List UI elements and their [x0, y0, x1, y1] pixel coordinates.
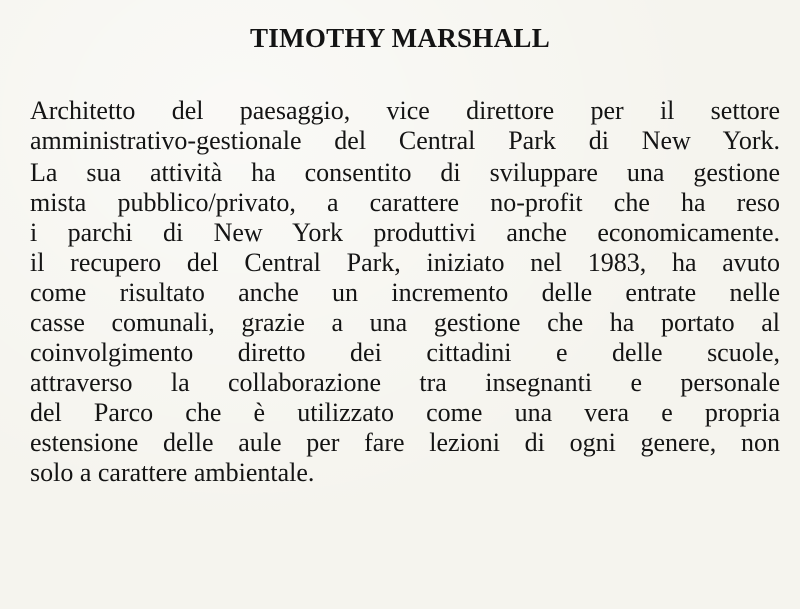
document-body [30, 96, 780, 488]
text-line: Architetto del paesaggio, vice direttore per il settore [30, 96, 780, 125]
text-line: come risultato anche un incremento delle entrate nelle [30, 278, 780, 307]
document-title: TIMOTHY MARSHALL [249, 23, 551, 53]
text-line: amministrativo-gestionale del Central Park di New York. [30, 126, 780, 155]
text-line: La sua attività ha consentito di sviluppare una gestione [30, 158, 780, 187]
text-line: estensione delle aule per fare lezioni di ogni genere, non [30, 428, 780, 457]
text-line: i parchi di New York produttivi anche economicamente. [30, 218, 780, 247]
text-line: casse comunali, grazie a una gestione che ha portato al [30, 308, 780, 337]
text-line: coinvolgimento diretto dei cittadini e delle scuole, [30, 338, 780, 367]
text-line: del Parco che è utilizzato come una vera e propria [30, 398, 780, 427]
text-line: attraverso la collaborazione tra insegnanti e personale [30, 368, 780, 397]
text-line: il recupero del Central Park, iniziato nel 1983, ha avuto [30, 248, 780, 277]
text-line: solo a carattere ambientale. [30, 458, 315, 487]
text-line: mista pubblico/privato, a carattere no-profit che ha reso [30, 188, 780, 217]
